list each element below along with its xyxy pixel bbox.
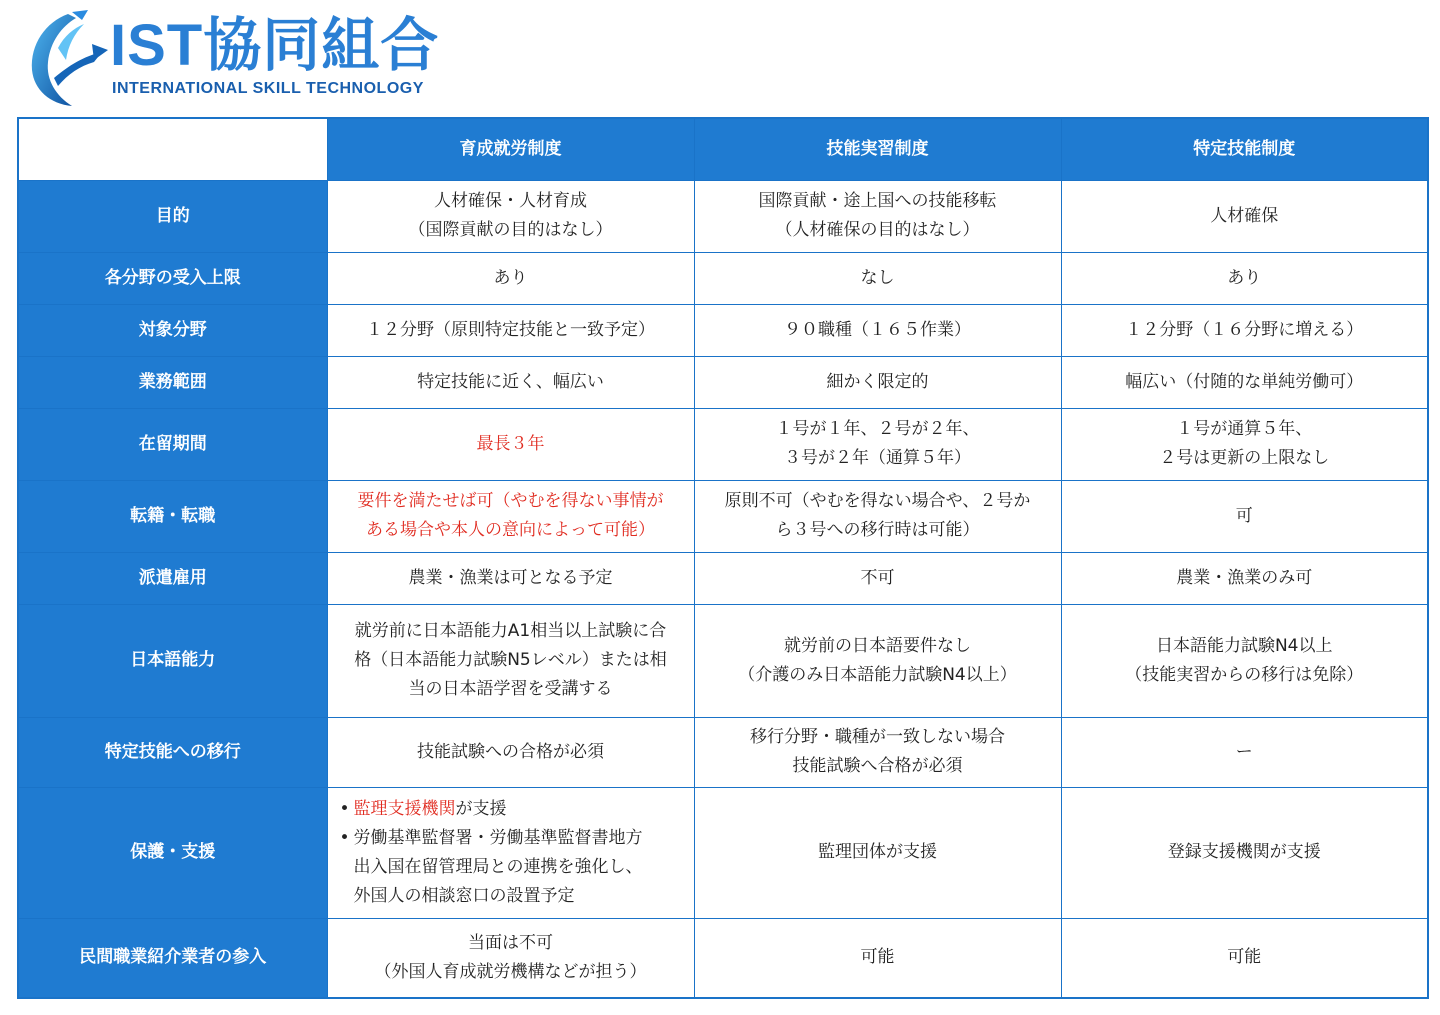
cell-line: （介護のみ日本語能力試験N4以上） (738, 664, 1017, 685)
table-row (18, 356, 1428, 408)
cell-line: 就労前に日本語能力A1相当以上試験に合 (354, 621, 667, 641)
highlighted-term: 監理支援機関 (353, 798, 456, 819)
cell-line: ２号は更新の上限なし (1159, 448, 1330, 468)
cell-line: 国際貢献・途上国への技能移転 (758, 191, 997, 211)
cell-line: 当の日本語学習を受講する (408, 679, 613, 699)
cell-dispatch-tokutei-ginou: 農業・漁業のみ可 (1061, 552, 1428, 604)
cell-line: 人材確保・人材育成 (434, 191, 587, 211)
cell-change-ikusei (327, 480, 694, 552)
cell-stay-tokutei-ginou (1061, 408, 1428, 480)
table-row (18, 480, 1428, 552)
cell-fields-ikusei: １２分野（原則特定技能と一致予定） (327, 304, 694, 356)
cell-change-tokutei-ginou: 可 (1061, 480, 1428, 552)
cell-stay-ikusei: 最長３年 (327, 408, 694, 480)
table-row (18, 604, 1428, 717)
ist-logo[interactable] (28, 8, 468, 108)
row-header-stay-period: 在留期間 (18, 408, 327, 480)
cell-line: （外国人育成就労機構などが担う） (374, 961, 647, 982)
cell-purpose-ginou-jisshu (694, 180, 1061, 252)
cell-line: 要件を満たせば可（やむを得ない事情が (357, 491, 664, 511)
table-row (18, 918, 1428, 998)
cell-line: 日本語能力試験N4以上 (1155, 635, 1333, 656)
cell-agencies-ginou-jisshu: 可能 (694, 918, 1061, 998)
column-header-ginou-jisshu: 技能実習制度 (694, 118, 1061, 180)
cell-purpose-ikusei (327, 180, 694, 252)
cell-change-ginou-jisshu (694, 480, 1061, 552)
cell-line: ある場合や本人の意向によって可能） (366, 520, 655, 540)
cell-agencies-ikusei (327, 918, 694, 998)
table-row (18, 717, 1428, 787)
cell-dispatch-ikusei: 農業・漁業は可となる予定 (327, 552, 694, 604)
cell-fields-ginou-jisshu: ９０職種（１６５作業） (694, 304, 1061, 356)
cell-support-ginou-jisshu: 監理団体が支援 (694, 787, 1061, 918)
header-corner-cell (18, 118, 327, 180)
table-row (18, 252, 1428, 304)
table-row (18, 180, 1428, 252)
row-header-work-scope: 業務範囲 (18, 356, 327, 408)
cell-limit-ginou-jisshu: なし (694, 252, 1061, 304)
cell-transition-ginou-jisshu (694, 717, 1061, 787)
row-header-purpose: 目的 (18, 180, 327, 252)
cell-line: 当面は不可 (468, 932, 553, 953)
cell-transition-tokutei-ginou: ー (1061, 717, 1428, 787)
table-header-row (18, 118, 1428, 180)
cell-transition-ikusei: 技能試験への合格が必須 (327, 717, 694, 787)
row-header-target-fields: 対象分野 (18, 304, 327, 356)
cell-line: （技能実習からの移行は免除） (1125, 664, 1364, 685)
cell-line: ら３号への移行時は可能） (775, 520, 980, 540)
column-header-tokutei-ginou: 特定技能制度 (1061, 118, 1428, 180)
list-item (338, 795, 688, 824)
cell-limit-tokutei-ginou: あり (1061, 252, 1428, 304)
logo-title: IST協同組合 (110, 13, 440, 78)
cell-scope-tokutei-ginou: 幅広い（付随的な単純労働可） (1061, 356, 1428, 408)
table-row (18, 408, 1428, 480)
column-header-ikusei: 育成就労制度 (327, 118, 694, 180)
row-header-protection-support: 保護・支援 (18, 787, 327, 918)
list-item (338, 824, 688, 911)
comparison-table (17, 117, 1429, 999)
cell-japanese-tokutei-ginou (1061, 604, 1428, 717)
bullet-line: • 労働基準監督署・労働基準監督書地方 (353, 827, 643, 848)
cell-line: ３号が２年（通算５年） (784, 448, 971, 468)
cell-line: １号が１年、２号が２年、 (775, 419, 980, 439)
cell-fields-tokutei-ginou: １２分野（１６分野に増える） (1061, 304, 1428, 356)
bullet-text: が支援 (455, 798, 507, 819)
cell-line: 人材確保 (1210, 205, 1279, 226)
table-row (18, 552, 1428, 604)
cell-purpose-tokutei-ginou (1061, 180, 1428, 252)
bullet-line: 出入国在留管理局との連携を強化し、 (353, 856, 643, 877)
cell-line: 格（日本語能力試験N5レベル）または相 (354, 650, 667, 670)
row-header-acceptance-limit: 各分野の受入上限 (18, 252, 327, 304)
cell-line: １号が通算５年、 (1176, 419, 1313, 439)
cell-scope-ginou-jisshu: 細かく限定的 (694, 356, 1061, 408)
bullet-line: 外国人の相談窓口の設置予定 (353, 885, 575, 906)
cell-japanese-ginou-jisshu (694, 604, 1061, 717)
cell-agencies-tokutei-ginou: 可能 (1061, 918, 1428, 998)
cell-limit-ikusei: あり (327, 252, 694, 304)
row-header-transition: 特定技能への移行 (18, 717, 327, 787)
table-row (18, 304, 1428, 356)
cell-line: 技能試験へ合格が必須 (792, 756, 963, 776)
cell-support-ikusei (327, 787, 694, 918)
logo-swoosh-icon (28, 8, 110, 108)
cell-scope-ikusei: 特定技能に近く、幅広い (327, 356, 694, 408)
cell-support-tokutei-ginou: 登録支援機関が支援 (1061, 787, 1428, 918)
row-header-japanese-ability: 日本語能力 (18, 604, 327, 717)
cell-line: （国際貢献の目的はなし） (408, 220, 613, 240)
support-bullet-list (334, 795, 688, 911)
logo-subtitle: INTERNATIONAL SKILL TECHNOLOGY (112, 80, 424, 97)
cell-dispatch-ginou-jisshu: 不可 (694, 552, 1061, 604)
table-row (18, 787, 1428, 918)
cell-stay-ginou-jisshu (694, 408, 1061, 480)
cell-line: 移行分野・職種が一致しない場合 (750, 727, 1005, 747)
cell-line: 原則不可（やむを得ない場合や、２号か (724, 491, 1031, 511)
cell-japanese-ikusei (327, 604, 694, 717)
cell-line: 就労前の日本語要件なし (784, 635, 971, 656)
row-header-job-change: 転籍・転職 (18, 480, 327, 552)
row-header-private-agencies: 民間職業紹介業者の参入 (18, 918, 327, 998)
row-header-dispatch: 派遣雇用 (18, 552, 327, 604)
cell-line: （人材確保の目的はなし） (775, 220, 980, 240)
